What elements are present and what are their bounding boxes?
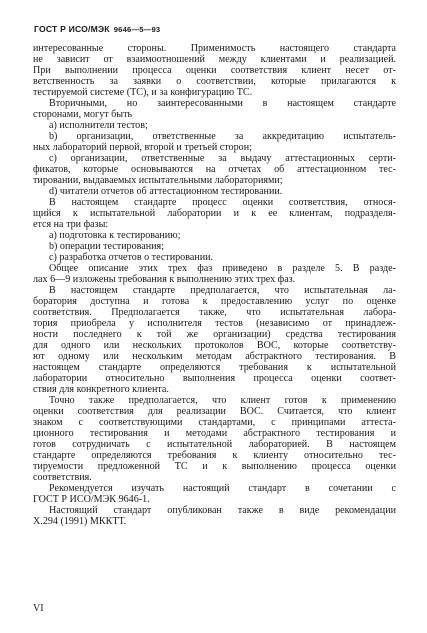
text-line: b) организации, ответственные за аккредитацию испытатель- [49,131,396,142]
text-line: тировании, выдаваемых испытательными лабораториями; [33,175,283,186]
text-line: тестируемой системе (ТС), и за конфигурацию ТС. [33,87,253,98]
text-line: d) читатели отчетов об аттестационном тестировании. [49,186,283,197]
text-line: стандарте определяются требования к клиенту относительно тес- [33,450,396,461]
running-header [34,24,160,34]
body-text [33,43,396,527]
text-line: настоящем стандарте определяются требования к испытательной [33,362,396,373]
text-line: сторонами, могут быть [33,109,133,120]
text-line: готов сотрудничать с испытательной лабораторией. В настоящем [33,439,396,450]
text-line: ется на три фазы: [33,219,109,230]
header-standard: ГОСТ Р ИСО/МЭК [34,24,110,34]
text-line: щийся к испытательной лаборатории и к ее клиентам, подразделя- [33,208,396,219]
text-line: ности последнего к той же организации) средства тестирования [33,329,396,340]
text-line: соответствия. Предполагается также, что испытательная лабора- [33,307,396,318]
text-line: c) разработка отчетов о тестировании. [49,252,214,263]
text-line: оценки соответствия для реализации ВОС. Считается, что клиент [33,406,396,417]
text-line: X.294 (1991) МККТТ. [33,516,127,527]
text-line: ционного тестирования и методами абстрактного тестирования и [33,428,396,439]
text-line: боратория доступна и готова к предоставлению услуг по оценке [33,296,396,307]
text-line: Рекомендуется изучать настоящий стандарт в сочетании с [49,483,396,494]
text-line: ных лабораторий первой, второй и третьей сторон; [33,142,252,153]
text-line: фикатов, которые основываются на отчетах об аттестационном тес- [33,164,396,175]
text-line: В настоящем стандарте процесс оценки соответствия, относя- [49,197,396,208]
text-line: ветственность за заявки о соответствии, которые прилагаются к [33,76,396,87]
text-line: Настоящий стандарт опубликован также в виде рекомендации [49,505,396,516]
text-line: a) исполнители тестов; [49,120,148,131]
text-line: лах 6—9 изложены требования к выполнению этих трех фаз. [33,274,296,285]
text-line: тория приобрела у исполнителя тестов (независимо от принадлеж- [33,318,396,329]
text-line: тируемости предложенной ТС и к выполнению процесса оценки [33,461,396,472]
text-line: a) подготовка к тестированию; [49,230,181,241]
text-line: интересованные стороны. Применимость настоящего стандарта [33,43,396,54]
text-line: Точно также предполагается, что клиент готов к применению [49,395,396,406]
text-line: для одного или нескольких протоколов ВОС, которые соответству- [33,340,396,351]
text-line: не зависит от взаимоотношений между клиентами и реализацией. [33,54,396,65]
text-line: ГОСТ Р ИСО/МЭК 9646-1. [33,494,150,505]
text-line: знаком с соответствующими стандартами, с принципами аттеста- [33,417,396,428]
text-line: ют одному или нескольким методам абстрактного тестирования. В [33,351,396,362]
text-line: лаборатории относительно выполнения процесса оценки соответ- [33,373,396,384]
text-line: Общее описание этих трех фаз приведено в разделе 5. В разде- [49,263,396,274]
text-line: c) организации, ответственные за выдачу аттестационных серти- [49,153,396,164]
text-line: Вторичными, но заинтересованными в настоящем стандарте [49,98,396,109]
text-line: При выполнении процесса оценки соответствия клиент несет от- [33,65,396,76]
text-line: b) операции тестирования; [49,241,165,252]
text-line: В настоящем стандарте предполагается, что испытательная ла- [49,285,396,296]
header-number: 9646—5—93 [113,25,161,34]
text-line: соответствия. [33,472,92,483]
text-line: ствия для конкретного клиента. [33,384,169,395]
page-number: VI [33,603,44,614]
